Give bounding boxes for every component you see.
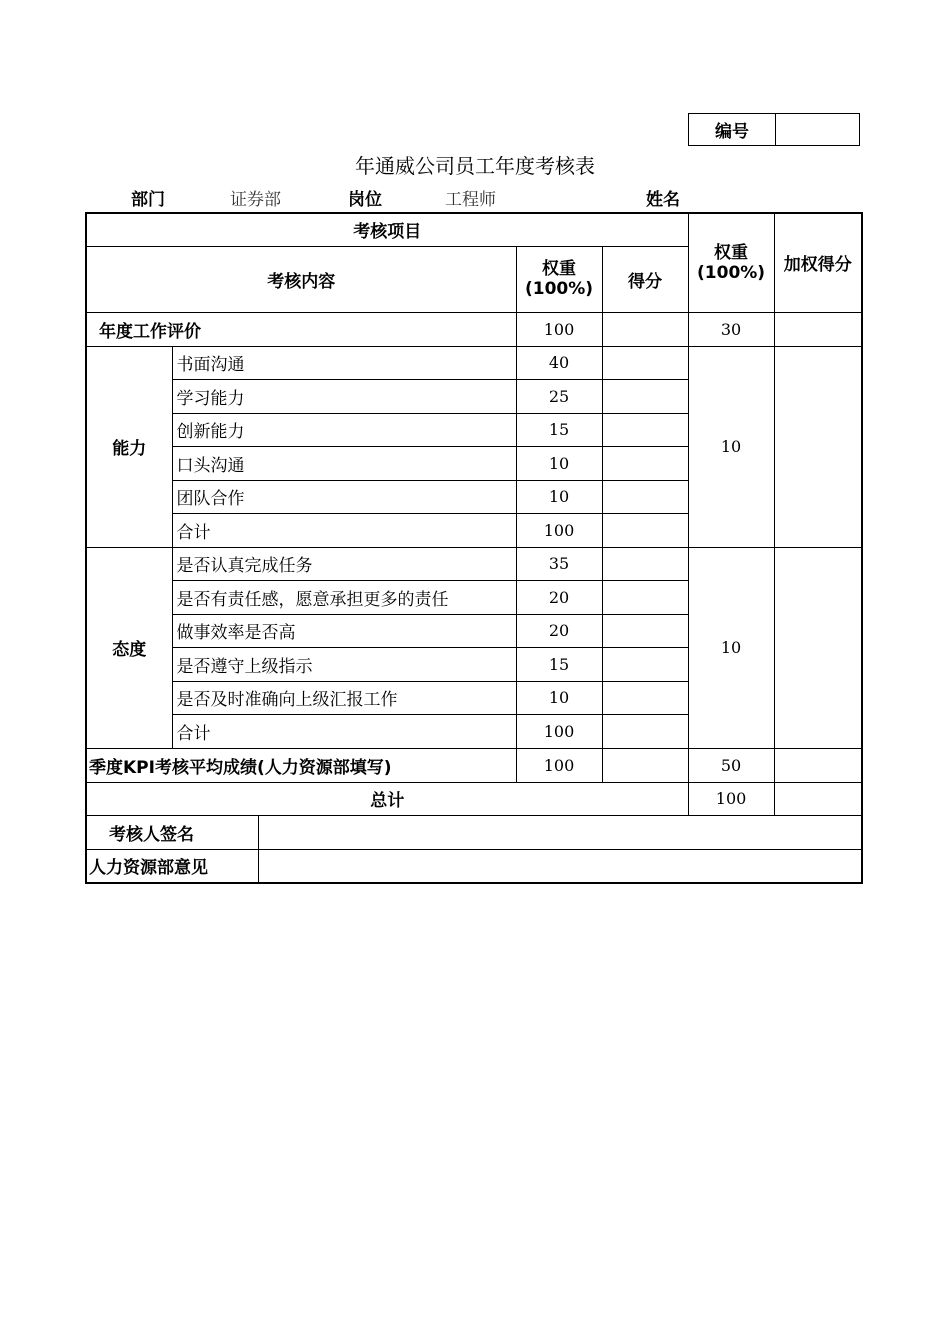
attitude-item-score[interactable] — [602, 648, 688, 682]
dept-value: 证券部 — [230, 190, 281, 210]
annual-weighted-score[interactable] — [774, 312, 862, 346]
kpi-score[interactable] — [602, 748, 688, 782]
ability-item-weight: 100 — [516, 514, 602, 548]
attitude-weighted-score[interactable] — [774, 547, 862, 748]
attitude-item-weight: 10 — [516, 681, 602, 715]
ability-item-score[interactable] — [602, 480, 688, 514]
ability-item-name: 学习能力 — [172, 380, 516, 414]
ability-item-weight: 10 — [516, 480, 602, 514]
header-weight: 权重 (100%) — [516, 246, 602, 312]
ability-label: 能力 — [86, 346, 172, 547]
attitude-item-name: 做事效率是否高 — [172, 614, 516, 648]
table-row — [86, 748, 862, 782]
annual-weight: 100 — [516, 312, 602, 346]
header-content: 考核内容 — [86, 246, 516, 312]
header-project: 考核项目 — [86, 213, 688, 246]
attitude-item-weight: 20 — [516, 581, 602, 615]
attitude-weight2: 10 — [688, 547, 774, 748]
ability-item-score[interactable] — [602, 514, 688, 548]
attitude-item-name: 合计 — [172, 715, 516, 749]
attitude-item-score[interactable] — [602, 681, 688, 715]
attitude-item-score[interactable] — [602, 547, 688, 581]
name-label: 姓名 — [646, 190, 680, 210]
attitude-item-score[interactable] — [602, 715, 688, 749]
table-row — [86, 815, 862, 849]
total-weighted-score[interactable] — [774, 782, 862, 815]
position-value: 工程师 — [445, 190, 496, 210]
attitude-item-weight: 100 — [516, 715, 602, 749]
ability-item-name: 口头沟通 — [172, 447, 516, 481]
ability-item-weight: 10 — [516, 447, 602, 481]
attitude-item-name: 是否及时准确向上级汇报工作 — [172, 681, 516, 715]
ability-item-score[interactable] — [602, 346, 688, 380]
code-value[interactable] — [776, 114, 859, 145]
attitude-item-weight: 15 — [516, 648, 602, 682]
attitude-item-weight: 35 — [516, 547, 602, 581]
hr-opinion-label: 人力资源部意见 — [86, 849, 258, 883]
table-row — [86, 849, 862, 883]
annual-weight2: 30 — [688, 312, 774, 346]
header-weight2: 权重 (100%) — [688, 213, 774, 312]
ability-item-name: 合计 — [172, 514, 516, 548]
attitude-item-name: 是否有责任感，愿意承担更多的责任 — [172, 581, 516, 615]
header-score: 得分 — [602, 246, 688, 312]
kpi-weight2: 50 — [688, 748, 774, 782]
ability-item-name: 书面沟通 — [172, 346, 516, 380]
attitude-label: 态度 — [86, 547, 172, 748]
code-label: 编号 — [689, 114, 776, 145]
ability-item-weight: 15 — [516, 413, 602, 447]
signature-field[interactable] — [258, 815, 862, 849]
ability-item-score[interactable] — [602, 447, 688, 481]
ability-item-weight: 25 — [516, 380, 602, 414]
code-box — [688, 113, 860, 146]
signature-label: 考核人签名 — [86, 815, 258, 849]
attitude-item-name: 是否认真完成任务 — [172, 547, 516, 581]
attitude-item-score[interactable] — [602, 614, 688, 648]
table-row — [86, 312, 862, 346]
annual-score[interactable] — [602, 312, 688, 346]
ability-item-name: 团队合作 — [172, 480, 516, 514]
kpi-weighted-score[interactable] — [774, 748, 862, 782]
table-row — [86, 547, 862, 581]
annual-label: 年度工作评价 — [86, 312, 516, 346]
attitude-item-score[interactable] — [602, 581, 688, 615]
form-title: 年通威公司员工年度考核表 — [355, 154, 595, 178]
kpi-weight: 100 — [516, 748, 602, 782]
ability-item-score[interactable] — [602, 380, 688, 414]
table-row — [86, 782, 862, 815]
dept-label: 部门 — [131, 190, 165, 210]
ability-item-score[interactable] — [602, 413, 688, 447]
evaluation-table — [85, 212, 863, 884]
table-row — [86, 213, 862, 246]
table-row — [86, 346, 862, 380]
ability-item-weight: 40 — [516, 346, 602, 380]
ability-weight2: 10 — [688, 346, 774, 547]
position-label: 岗位 — [348, 190, 382, 210]
ability-weighted-score[interactable] — [774, 346, 862, 547]
ability-item-name: 创新能力 — [172, 413, 516, 447]
attitude-item-weight: 20 — [516, 614, 602, 648]
total-label: 总计 — [86, 782, 688, 815]
attitude-item-name: 是否遵守上级指示 — [172, 648, 516, 682]
hr-opinion-field[interactable] — [258, 849, 862, 883]
kpi-label: 季度KPI考核平均成绩(人力资源部填写) — [86, 748, 516, 782]
total-weight2: 100 — [688, 782, 774, 815]
header-weighted-score: 加权得分 — [774, 213, 862, 312]
